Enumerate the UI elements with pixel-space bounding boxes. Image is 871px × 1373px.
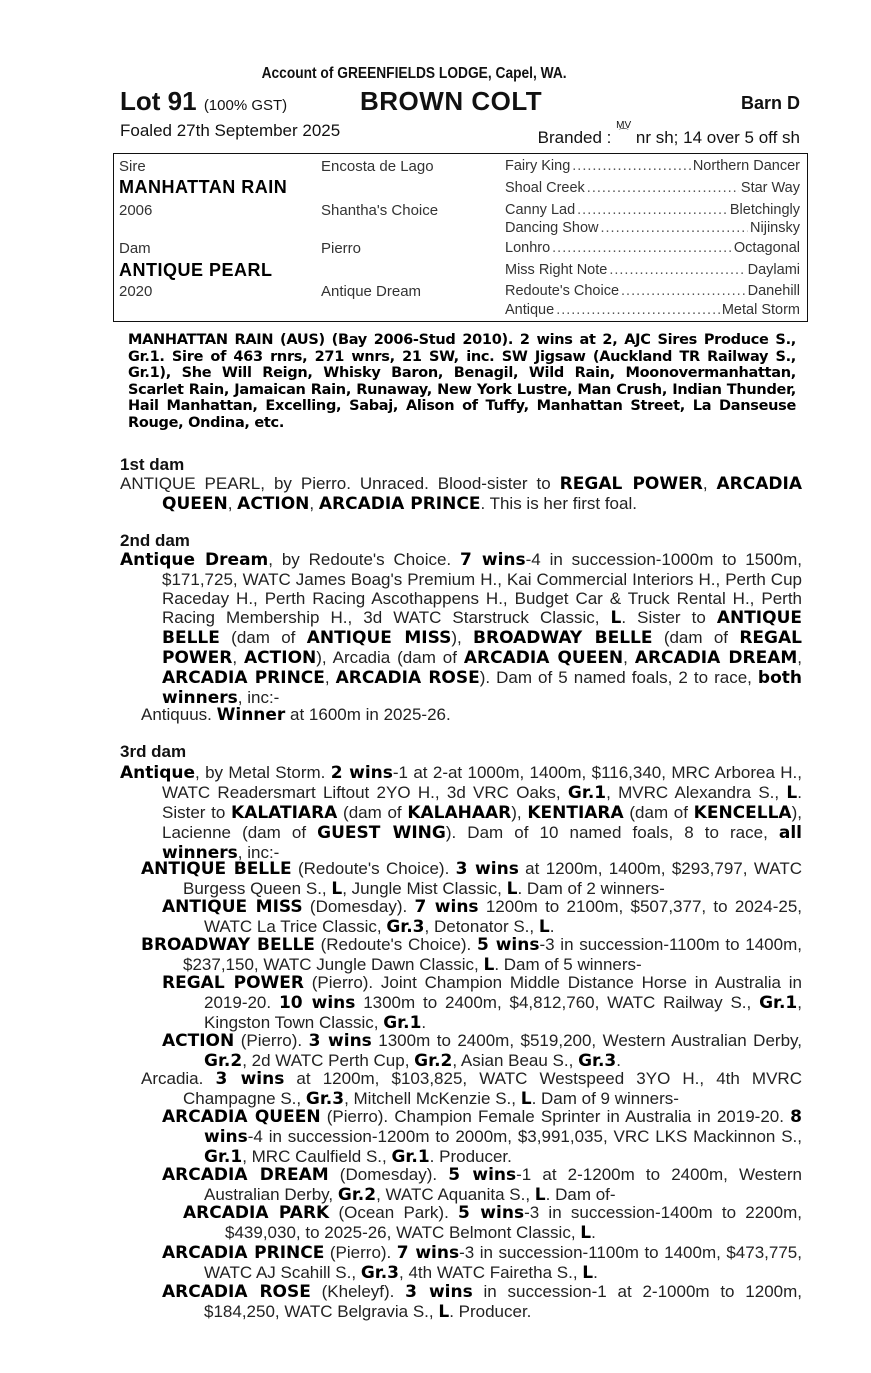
ancestor-row: Shoal Creek ..... Star Way: [505, 180, 800, 196]
first-dam-heading: 1st dam: [120, 455, 185, 474]
dam-sire: Pierro: [321, 240, 362, 257]
progeny-entry: ARCADIA ROSE (Kheleyf). 3 wins in succession-1 at 2-1000m to 1200m, $184,250, WATC Belgravia S., L. Producer.: [162, 1282, 802, 1322]
progeny-entry: ANTIQUE MISS (Domesday). 7 wins 1200m to 2100m, $507,377, to 2024-25, WATC La Trice Classic, Gr.3, Detonator S., L.: [162, 897, 802, 937]
second-dam-text: Antique Dream, by Redoute's Choice. 7 wins-4 in succession-1000m to 1500m, $171,725, WATC James Boag's Premium H., Kai Commercial Interiors H., Perth Cup Raceday H., Perth Racing Ascothappens H., Budget Car & Truck Rental H., Perth Racing Membership H., 3d WATC Starstruck Classic, L. Sister to ANTIQUE BELLE (dam of ANTIQUE MISS), BROADWAY BELLE (dam of REGAL POWER, ACTION), Arcadia (dam of ARCADIA QUEEN, ARCADIA DREAM, ARCADIA PRINCE, ARCADIA ROSE). Dam of 5 named foals, 2 to race, both winners, inc:-: [120, 550, 803, 708]
dam-year: 2020: [119, 283, 153, 300]
first-dam-text: ANTIQUE PEARL, by Pierro. Unraced. Blood-sister to REGAL POWER, ARCADIA QUEEN, ACTION, ARCADIA PRINCE. This is her first foal.: [120, 474, 802, 514]
colour-sex: BROWN COLT: [360, 86, 543, 116]
brand-description: [538, 121, 800, 148]
ancestor-row: Redoute's Choice ..... Danehill: [505, 283, 800, 299]
progeny-entry: REGAL POWER (Pierro). Joint Champion Middle Distance Horse in Australia in 2019-20. 10 wins 1300m to 2400m, $4,812,760, WATC Railway S., Gr.1, Kingston Town Classic, Gr.1.: [162, 973, 802, 1033]
sire-dam: Shantha's Choice: [321, 202, 439, 219]
progeny-entry: ARCADIA PARK (Ocean Park). 5 wins-3 in succession-1400m to 2200m, $439,030, to 2025-26, WATC Belmont Classic, L.: [183, 1203, 802, 1243]
third-dam-text: Antique, by Metal Storm. 2 wins-1 at 2-at 1000m, 1400m, $116,340, MRC Arborea H., WATC Readersmart Liftout 2YO H., 3d VRC Oaks, Gr.1, MVRC Alexandra S., L. Sister to KALATIARA (dam of KALAHAAR), KENTIARA (dam of KENCELLA), Lacienne (dam of GUEST WING). Dam of 10 named foals, 8 to race, all winners, inc:-: [120, 763, 803, 863]
progeny-entry: ANTIQUE BELLE (Redoute's Choice). 3 wins at 1200m, 1400m, $293,797, WATC Burgess Queen S., L, Jungle Mist Classic, L. Dam of 2 winners-: [141, 859, 802, 899]
ancestor-row: Antique ..... Metal Storm: [505, 302, 800, 318]
ancestor-row: Canny Lad ..... Bletchingly: [505, 202, 800, 218]
dam-label: Dam: [119, 240, 151, 257]
dam-dam: Antique Dream: [321, 283, 422, 300]
third-dam-heading: 3rd dam: [120, 742, 187, 761]
sire-label: Sire: [119, 158, 146, 175]
barn-label: Barn D: [740, 93, 800, 113]
ancestor-row: Miss Right Note ..... Daylami: [505, 262, 800, 278]
second-dam-progeny: Antiquus. Winner at 1600m in 2025-26.: [141, 705, 451, 725]
foaled-date: Foaled 27th September 2025: [120, 121, 341, 140]
gst-note: (100% GST): [203, 97, 288, 114]
lot-number: [120, 86, 287, 117]
lot-label: Lot 91: [120, 86, 197, 116]
brand-mark-icon: MV ⌒: [616, 120, 632, 140]
progeny-entry: ACTION (Pierro). 3 wins 1300m to 2400m, $519,200, Western Australian Derby, Gr.2, 2d WATC Perth Cup, Gr.2, Asian Beau S., Gr.3.: [162, 1031, 802, 1071]
progeny-entry: ARCADIA QUEEN (Pierro). Champion Female Sprinter in Australia in 2019-20. 8 wins-4 in succession-1200m to 2000m, $3,991,035, VRC LKS Mackinnon S., Gr.1, MRC Caulfield S., Gr.1. Producer.: [162, 1107, 802, 1167]
sire-name: MANHATTAN RAIN: [119, 177, 288, 197]
ancestor-row: Dancing Show ..... Nijinsky: [505, 220, 800, 236]
sire-summary: MANHATTAN RAIN (AUS) (Bay 2006-Stud 2010). 2 wins at 2, AJC Sires Produce S., Gr.1. Sire of 463 rnrs, 271 wnrs, 21 SW, inc. SW Jigsaw (Auckland TR Railway S., Gr.1), She Will Reign, Whisky Baron, Benagil, Wild Rain, Moonovermanhattan, Scarlet Rain, Jamaican Rain, Runaway, New York Lustre, Man Crush, Indian Thunder, Hail Manhattan, Excelling, Sabaj, Alison of Tuffy, Manhattan Street, La Danseuse Rouge, Ondina, etc.: [128, 332, 796, 431]
progeny-entry: Arcadia. 3 wins at 1200m, $103,825, WATC Westspeed 3YO H., 4th MVRC Champagne S., Gr.3, Mitchell McKenzie S., L. Dam of 9 winners-: [141, 1069, 802, 1109]
ancestor-row: Lonhro ..... Octagonal: [505, 240, 800, 256]
branded-suffix: nr sh; 14 over 5 off sh: [635, 128, 800, 147]
branded-prefix: Branded :: [537, 128, 612, 147]
sire-sire: Encosta de Lago: [321, 158, 434, 175]
sire-year: 2006: [119, 202, 153, 219]
progeny-entry: ARCADIA DREAM (Domesday). 5 wins-1 at 2-1200m to 2400m, Western Australian Derby, Gr.2, WATC Aquanita S., L. Dam of-: [162, 1165, 802, 1205]
vendor-account: Account of GREENFIELDS LODGE, Capel, WA.: [261, 65, 567, 82]
progeny-entry: ARCADIA PRINCE (Pierro). 7 wins-3 in succession-1100m to 1400m, $473,775, WATC AJ Scahill S., Gr.3, 4th WATC Fairetha S., L.: [162, 1243, 802, 1283]
pedigree-table: [113, 153, 808, 322]
ancestor-row: Fairy King ..... Northern Dancer: [505, 158, 800, 174]
second-dam-heading: 2nd dam: [120, 531, 190, 550]
dam-name: ANTIQUE PEARL: [119, 260, 273, 280]
progeny-entry: BROADWAY BELLE (Redoute's Choice). 5 wins-3 in succession-1100m to 1400m, $237,150, WATC Jungle Dawn Classic, L. Dam of 5 winners-: [141, 935, 802, 975]
